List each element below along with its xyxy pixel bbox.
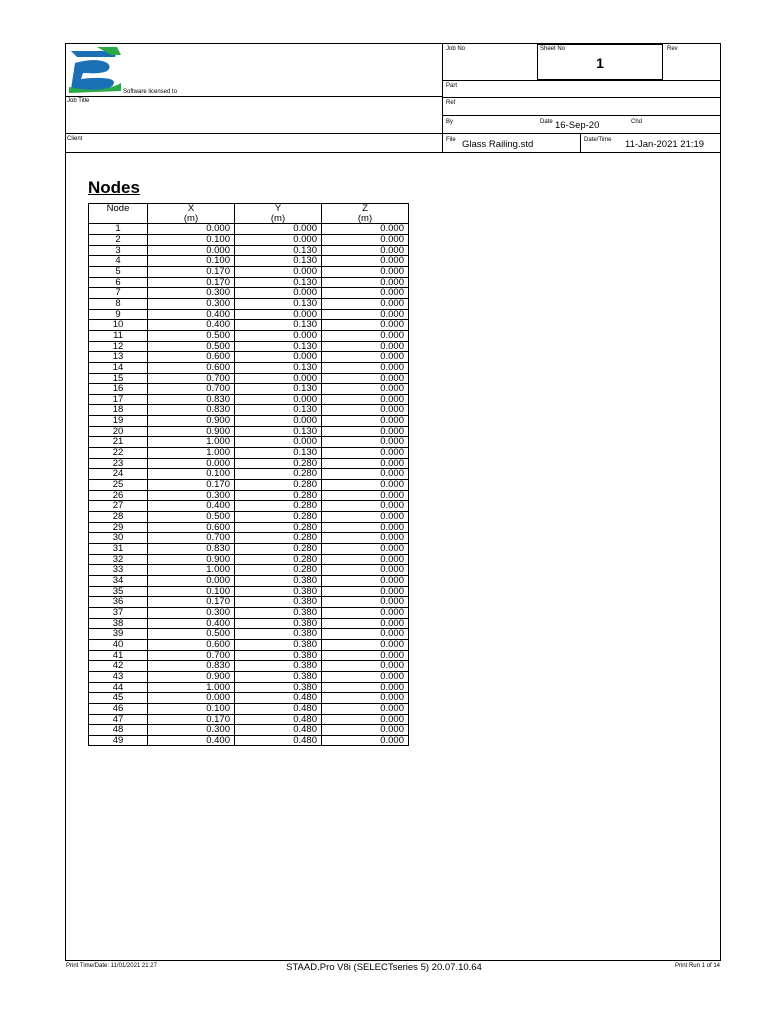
col-header-x: X — [148, 204, 235, 214]
y-cell: 0.480 — [235, 735, 322, 746]
footer-software: STAAD.Pro V8i (SELECTseries 5) 20.07.10.64 — [286, 962, 482, 973]
table-row — [89, 256, 409, 267]
z-cell: 0.000 — [322, 437, 409, 448]
table-row — [89, 533, 409, 544]
table-row — [89, 586, 409, 597]
x-cell: 0.000 — [148, 224, 235, 235]
x-cell: 0.400 — [148, 320, 235, 331]
z-cell: 0.000 — [322, 352, 409, 363]
col-header-y: Y — [235, 204, 322, 214]
table-row — [89, 245, 409, 256]
table-row — [89, 735, 409, 746]
x-cell: 0.500 — [148, 629, 235, 640]
z-cell: 0.000 — [322, 490, 409, 501]
y-cell: 0.280 — [235, 480, 322, 491]
z-cell: 0.000 — [322, 330, 409, 341]
x-cell: 1.000 — [148, 565, 235, 576]
node-cell: 4 — [89, 256, 148, 267]
table-row — [89, 362, 409, 373]
node-cell: 28 — [89, 512, 148, 523]
x-cell: 0.100 — [148, 469, 235, 480]
node-cell: 34 — [89, 575, 148, 586]
z-cell: 0.000 — [322, 373, 409, 384]
table-row — [89, 661, 409, 672]
x-cell: 0.100 — [148, 256, 235, 267]
table-row — [89, 565, 409, 576]
node-cell: 20 — [89, 426, 148, 437]
z-cell: 0.000 — [322, 533, 409, 544]
node-cell: 1 — [89, 224, 148, 235]
x-cell: 0.500 — [148, 512, 235, 523]
z-cell: 0.000 — [322, 416, 409, 427]
x-cell: 0.830 — [148, 661, 235, 672]
table-row — [89, 277, 409, 288]
x-cell: 0.600 — [148, 352, 235, 363]
date-label: Date — [540, 119, 553, 125]
node-cell: 39 — [89, 629, 148, 640]
node-cell: 35 — [89, 586, 148, 597]
node-cell: 5 — [89, 266, 148, 277]
node-cell: 29 — [89, 522, 148, 533]
y-cell: 0.480 — [235, 714, 322, 725]
y-cell: 0.000 — [235, 437, 322, 448]
node-cell: 17 — [89, 394, 148, 405]
x-cell: 0.000 — [148, 458, 235, 469]
y-cell: 0.130 — [235, 256, 322, 267]
x-cell: 0.600 — [148, 639, 235, 650]
x-cell: 0.300 — [148, 288, 235, 299]
y-cell: 0.380 — [235, 671, 322, 682]
node-cell: 3 — [89, 245, 148, 256]
z-cell: 0.000 — [322, 384, 409, 395]
node-cell: 43 — [89, 671, 148, 682]
x-cell: 0.300 — [148, 298, 235, 309]
node-cell: 23 — [89, 458, 148, 469]
table-row — [89, 288, 409, 299]
x-cell: 0.170 — [148, 266, 235, 277]
y-cell: 0.480 — [235, 703, 322, 714]
y-cell: 0.130 — [235, 448, 322, 459]
z-cell: 0.000 — [322, 522, 409, 533]
header-divider-datetime — [580, 133, 581, 152]
z-cell: 0.000 — [322, 288, 409, 299]
y-cell: 0.130 — [235, 405, 322, 416]
z-cell: 0.000 — [322, 703, 409, 714]
z-cell: 0.000 — [322, 501, 409, 512]
table-row — [89, 575, 409, 586]
table-row — [89, 426, 409, 437]
z-cell: 0.000 — [322, 224, 409, 235]
table-row — [89, 703, 409, 714]
table-row — [89, 309, 409, 320]
y-cell: 0.130 — [235, 362, 322, 373]
x-cell: 0.700 — [148, 384, 235, 395]
job-no-label: Job No — [446, 46, 466, 52]
x-cell: 0.900 — [148, 554, 235, 565]
unit-y: (m) — [235, 214, 322, 224]
bentley-logo-icon — [67, 45, 123, 95]
x-cell: 0.170 — [148, 597, 235, 608]
x-cell: 0.500 — [148, 330, 235, 341]
node-cell: 48 — [89, 725, 148, 736]
table-row — [89, 639, 409, 650]
y-cell: 0.280 — [235, 512, 322, 523]
table-row — [89, 437, 409, 448]
col-header-node: Node — [89, 204, 148, 214]
y-cell: 0.380 — [235, 639, 322, 650]
x-cell: 0.700 — [148, 533, 235, 544]
z-cell: 0.000 — [322, 735, 409, 746]
z-cell: 0.000 — [322, 575, 409, 586]
date-value: 16-Sep-20 — [555, 120, 600, 131]
z-cell: 0.000 — [322, 309, 409, 320]
node-cell: 44 — [89, 682, 148, 693]
header-line-part — [442, 80, 721, 81]
table-row — [89, 501, 409, 512]
x-cell: 0.000 — [148, 245, 235, 256]
y-cell: 0.000 — [235, 373, 322, 384]
nodes-table — [88, 203, 409, 746]
z-cell: 0.000 — [322, 618, 409, 629]
x-cell: 0.100 — [148, 234, 235, 245]
x-cell: 0.700 — [148, 373, 235, 384]
x-cell: 0.400 — [148, 309, 235, 320]
unit-x: (m) — [148, 214, 235, 224]
x-cell: 0.170 — [148, 277, 235, 288]
node-cell: 30 — [89, 533, 148, 544]
header-line-by — [442, 115, 721, 116]
y-cell: 0.280 — [235, 458, 322, 469]
job-title-label: Job Title — [67, 98, 90, 104]
x-cell: 1.000 — [148, 682, 235, 693]
table-row — [89, 725, 409, 736]
table-row — [89, 224, 409, 235]
header-line-licensed — [65, 96, 442, 97]
client-label: Client — [67, 136, 83, 142]
x-cell: 0.700 — [148, 650, 235, 661]
node-cell: 18 — [89, 405, 148, 416]
z-cell: 0.000 — [322, 426, 409, 437]
y-cell: 0.380 — [235, 618, 322, 629]
node-cell: 21 — [89, 437, 148, 448]
table-row — [89, 298, 409, 309]
table-row — [89, 671, 409, 682]
datetime-label: Date/Time — [584, 137, 612, 143]
footer-print-time: Print Time/Date: 11/01/2021 21:27 — [66, 963, 157, 969]
z-cell: 0.000 — [322, 682, 409, 693]
x-cell: 0.100 — [148, 703, 235, 714]
y-cell: 0.380 — [235, 650, 322, 661]
y-cell: 0.380 — [235, 597, 322, 608]
y-cell: 0.280 — [235, 469, 322, 480]
sheet-no-value: 1 — [596, 55, 604, 71]
x-cell: 0.300 — [148, 725, 235, 736]
z-cell: 0.000 — [322, 394, 409, 405]
y-cell: 0.130 — [235, 245, 322, 256]
header-divider-main — [442, 43, 443, 153]
table-row — [89, 266, 409, 277]
y-cell: 0.380 — [235, 682, 322, 693]
y-cell: 0.000 — [235, 266, 322, 277]
footer-print-run: Print Run 1 of 14 — [674, 963, 720, 969]
table-row — [89, 554, 409, 565]
table-row — [89, 650, 409, 661]
node-cell: 11 — [89, 330, 148, 341]
y-cell: 0.280 — [235, 522, 322, 533]
x-cell: 1.000 — [148, 448, 235, 459]
node-cell: 36 — [89, 597, 148, 608]
table-row — [89, 458, 409, 469]
file-value: Glass Railing.std — [462, 139, 534, 150]
z-cell: 0.000 — [322, 629, 409, 640]
node-cell: 15 — [89, 373, 148, 384]
z-cell: 0.000 — [322, 661, 409, 672]
header-line-bottom — [65, 152, 721, 153]
y-cell: 0.000 — [235, 352, 322, 363]
z-cell: 0.000 — [322, 341, 409, 352]
z-cell: 0.000 — [322, 544, 409, 555]
y-cell: 0.380 — [235, 586, 322, 597]
node-cell: 8 — [89, 298, 148, 309]
rev-label: Rev — [667, 46, 678, 52]
z-cell: 0.000 — [322, 245, 409, 256]
x-cell: 0.500 — [148, 341, 235, 352]
node-cell: 32 — [89, 554, 148, 565]
z-cell: 0.000 — [322, 565, 409, 576]
y-cell: 0.130 — [235, 298, 322, 309]
table-row — [89, 234, 409, 245]
x-cell: 0.170 — [148, 714, 235, 725]
table-row — [89, 416, 409, 427]
z-cell: 0.000 — [322, 639, 409, 650]
y-cell: 0.130 — [235, 341, 322, 352]
y-cell: 0.280 — [235, 490, 322, 501]
z-cell: 0.000 — [322, 362, 409, 373]
x-cell: 0.900 — [148, 671, 235, 682]
node-cell: 24 — [89, 469, 148, 480]
x-cell: 0.100 — [148, 586, 235, 597]
x-cell: 0.830 — [148, 405, 235, 416]
table-row — [89, 682, 409, 693]
x-cell: 0.300 — [148, 490, 235, 501]
z-cell: 0.000 — [322, 234, 409, 245]
x-cell: 0.170 — [148, 480, 235, 491]
z-cell: 0.000 — [322, 405, 409, 416]
chd-label: Chd — [631, 119, 643, 125]
y-cell: 0.280 — [235, 544, 322, 555]
part-label: Part — [446, 83, 458, 89]
x-cell: 0.300 — [148, 607, 235, 618]
z-cell: 0.000 — [322, 671, 409, 682]
y-cell: 0.000 — [235, 416, 322, 427]
y-cell: 0.380 — [235, 629, 322, 640]
table-row — [89, 490, 409, 501]
x-cell: 0.400 — [148, 735, 235, 746]
node-cell: 38 — [89, 618, 148, 629]
table-row — [89, 341, 409, 352]
y-cell: 0.380 — [235, 575, 322, 586]
y-cell: 0.380 — [235, 661, 322, 672]
by-label: By — [446, 119, 454, 125]
ref-label: Ref — [446, 100, 456, 106]
x-cell: 0.000 — [148, 575, 235, 586]
col-header-z: Z — [322, 204, 409, 214]
node-cell: 26 — [89, 490, 148, 501]
node-cell: 47 — [89, 714, 148, 725]
node-cell: 9 — [89, 309, 148, 320]
node-cell: 27 — [89, 501, 148, 512]
x-cell: 0.400 — [148, 618, 235, 629]
x-cell: 0.400 — [148, 501, 235, 512]
z-cell: 0.000 — [322, 298, 409, 309]
z-cell: 0.000 — [322, 448, 409, 459]
z-cell: 0.000 — [322, 480, 409, 491]
table-row — [89, 522, 409, 533]
z-cell: 0.000 — [322, 597, 409, 608]
table-row — [89, 320, 409, 331]
table-row — [89, 629, 409, 640]
table-row — [89, 330, 409, 341]
x-cell: 0.830 — [148, 544, 235, 555]
node-cell: 10 — [89, 320, 148, 331]
z-cell: 0.000 — [322, 512, 409, 523]
node-cell: 33 — [89, 565, 148, 576]
x-cell: 1.000 — [148, 437, 235, 448]
z-cell: 0.000 — [322, 256, 409, 267]
node-cell: 49 — [89, 735, 148, 746]
y-cell: 0.000 — [235, 394, 322, 405]
node-cell: 2 — [89, 234, 148, 245]
table-row — [89, 512, 409, 523]
table-row — [89, 352, 409, 363]
x-cell: 0.600 — [148, 362, 235, 373]
node-cell: 13 — [89, 352, 148, 363]
table-row — [89, 394, 409, 405]
z-cell: 0.000 — [322, 458, 409, 469]
node-cell: 16 — [89, 384, 148, 395]
node-cell: 22 — [89, 448, 148, 459]
table-row — [89, 607, 409, 618]
node-cell: 45 — [89, 693, 148, 704]
y-cell: 0.000 — [235, 224, 322, 235]
z-cell: 0.000 — [322, 554, 409, 565]
y-cell: 0.130 — [235, 277, 322, 288]
table-row — [89, 544, 409, 555]
unit-z: (m) — [322, 214, 409, 224]
node-cell: 46 — [89, 703, 148, 714]
y-cell: 0.280 — [235, 554, 322, 565]
header-line-ref — [442, 97, 721, 98]
table-row — [89, 693, 409, 704]
node-cell: 6 — [89, 277, 148, 288]
node-cell: 12 — [89, 341, 148, 352]
y-cell: 0.280 — [235, 501, 322, 512]
x-cell: 0.900 — [148, 416, 235, 427]
z-cell: 0.000 — [322, 650, 409, 661]
y-cell: 0.480 — [235, 693, 322, 704]
section-title: Nodes — [88, 178, 140, 197]
table-row — [89, 448, 409, 459]
y-cell: 0.000 — [235, 234, 322, 245]
z-cell: 0.000 — [322, 469, 409, 480]
table-row — [89, 384, 409, 395]
x-cell: 0.600 — [148, 522, 235, 533]
z-cell: 0.000 — [322, 266, 409, 277]
z-cell: 0.000 — [322, 320, 409, 331]
y-cell: 0.130 — [235, 320, 322, 331]
table-row — [89, 618, 409, 629]
table-row — [89, 714, 409, 725]
unit-node — [89, 214, 148, 224]
y-cell: 0.280 — [235, 565, 322, 576]
z-cell: 0.000 — [322, 714, 409, 725]
table-row — [89, 373, 409, 384]
y-cell: 0.000 — [235, 288, 322, 299]
z-cell: 0.000 — [322, 586, 409, 597]
z-cell: 0.000 — [322, 725, 409, 736]
x-cell: 0.900 — [148, 426, 235, 437]
node-cell: 41 — [89, 650, 148, 661]
node-cell: 19 — [89, 416, 148, 427]
table-row — [89, 480, 409, 491]
node-cell: 42 — [89, 661, 148, 672]
table-row — [89, 469, 409, 480]
z-cell: 0.000 — [322, 607, 409, 618]
licensed-label: Software licensed to — [123, 89, 178, 95]
node-cell: 14 — [89, 362, 148, 373]
sheet-no-label: Sheet No — [540, 46, 566, 52]
node-cell: 7 — [89, 288, 148, 299]
node-cell: 40 — [89, 639, 148, 650]
node-cell: 37 — [89, 607, 148, 618]
x-cell: 0.000 — [148, 693, 235, 704]
y-cell: 0.000 — [235, 309, 322, 320]
x-cell: 0.830 — [148, 394, 235, 405]
z-cell: 0.000 — [322, 693, 409, 704]
y-cell: 0.380 — [235, 607, 322, 618]
y-cell: 0.130 — [235, 426, 322, 437]
y-cell: 0.280 — [235, 533, 322, 544]
node-cell: 31 — [89, 544, 148, 555]
y-cell: 0.000 — [235, 330, 322, 341]
table-units-row — [89, 214, 409, 224]
table-row — [89, 597, 409, 608]
header-line-client — [65, 133, 721, 134]
z-cell: 0.000 — [322, 277, 409, 288]
datetime-value: 11-Jan-2021 21:19 — [625, 139, 705, 150]
table-row — [89, 405, 409, 416]
node-cell: 25 — [89, 480, 148, 491]
file-label: File — [446, 137, 456, 143]
y-cell: 0.480 — [235, 725, 322, 736]
y-cell: 0.130 — [235, 384, 322, 395]
